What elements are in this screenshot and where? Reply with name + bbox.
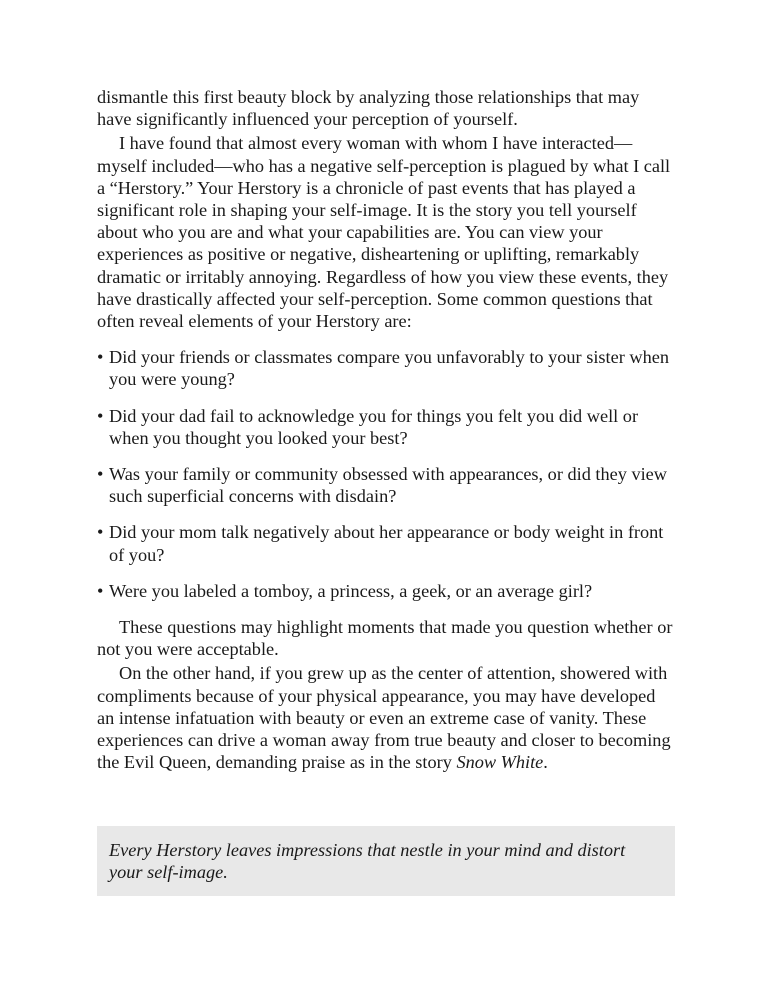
pull-quote-text: Every Herstory leaves impressions that nestle in your mind and distort your self-image. — [109, 840, 626, 883]
paragraph-other-hand — [97, 662, 677, 773]
pull-quote-callout — [97, 826, 675, 896]
list-item: • Were you labeled a tomboy, a princess, a geek, or an average girl? — [97, 580, 677, 602]
list-item: • Did your dad fail to acknowledge you for things you felt you did well or when you thought you looked your best? — [97, 405, 677, 449]
paragraph-intro: dismantle this first beauty block by analyzing those relationships that may have significantly influenced your perception of yourself. — [97, 87, 640, 130]
paragraph-other-hand-text: On the other hand, if you grew up as the center of attention, showered with compliments because of your physical appearance, you may have developed an intense infatuation with beauty or even an extreme case of vanity. These experiences can drive a woman away from true beauty and closer to becoming the Evil Queen, demanding praise as in the story — [97, 663, 671, 773]
question-list — [97, 346, 677, 602]
list-item: • Was your family or community obsessed with appearances, or did they view such superficial concerns with disdain? — [97, 463, 677, 507]
paragraph-questions: These questions may highlight moments that made you question whether or not you were acceptable. — [97, 617, 673, 660]
list-item: • Did your friends or classmates compare you unfavorably to your sister when you were young? — [97, 346, 677, 390]
book-title: Snow White — [456, 752, 544, 773]
page-body — [97, 86, 677, 773]
list-item: • Did your mom talk negatively about her appearance or body weight in front of you? — [97, 521, 677, 565]
paragraph-herstory: I have found that almost every woman with whom I have interacted—myself included—who has a negative self-perception is plagued by what I call a “Herstory.” Your Herstory is a chronicle of past events that has played a significant role in shaping your self-image. It is the story you tell yourself about who you are and what your capabilities are. You can view your experiences as positive or negative, disheartening or uplifting, remarkably dramatic or irritably annoying. Regardless of how you view these events, they have drastically affected your self-perception. Some common questions that often reveal elements of your Herstory are: — [97, 133, 671, 332]
paragraph-end-punctuation: . — [543, 752, 548, 773]
